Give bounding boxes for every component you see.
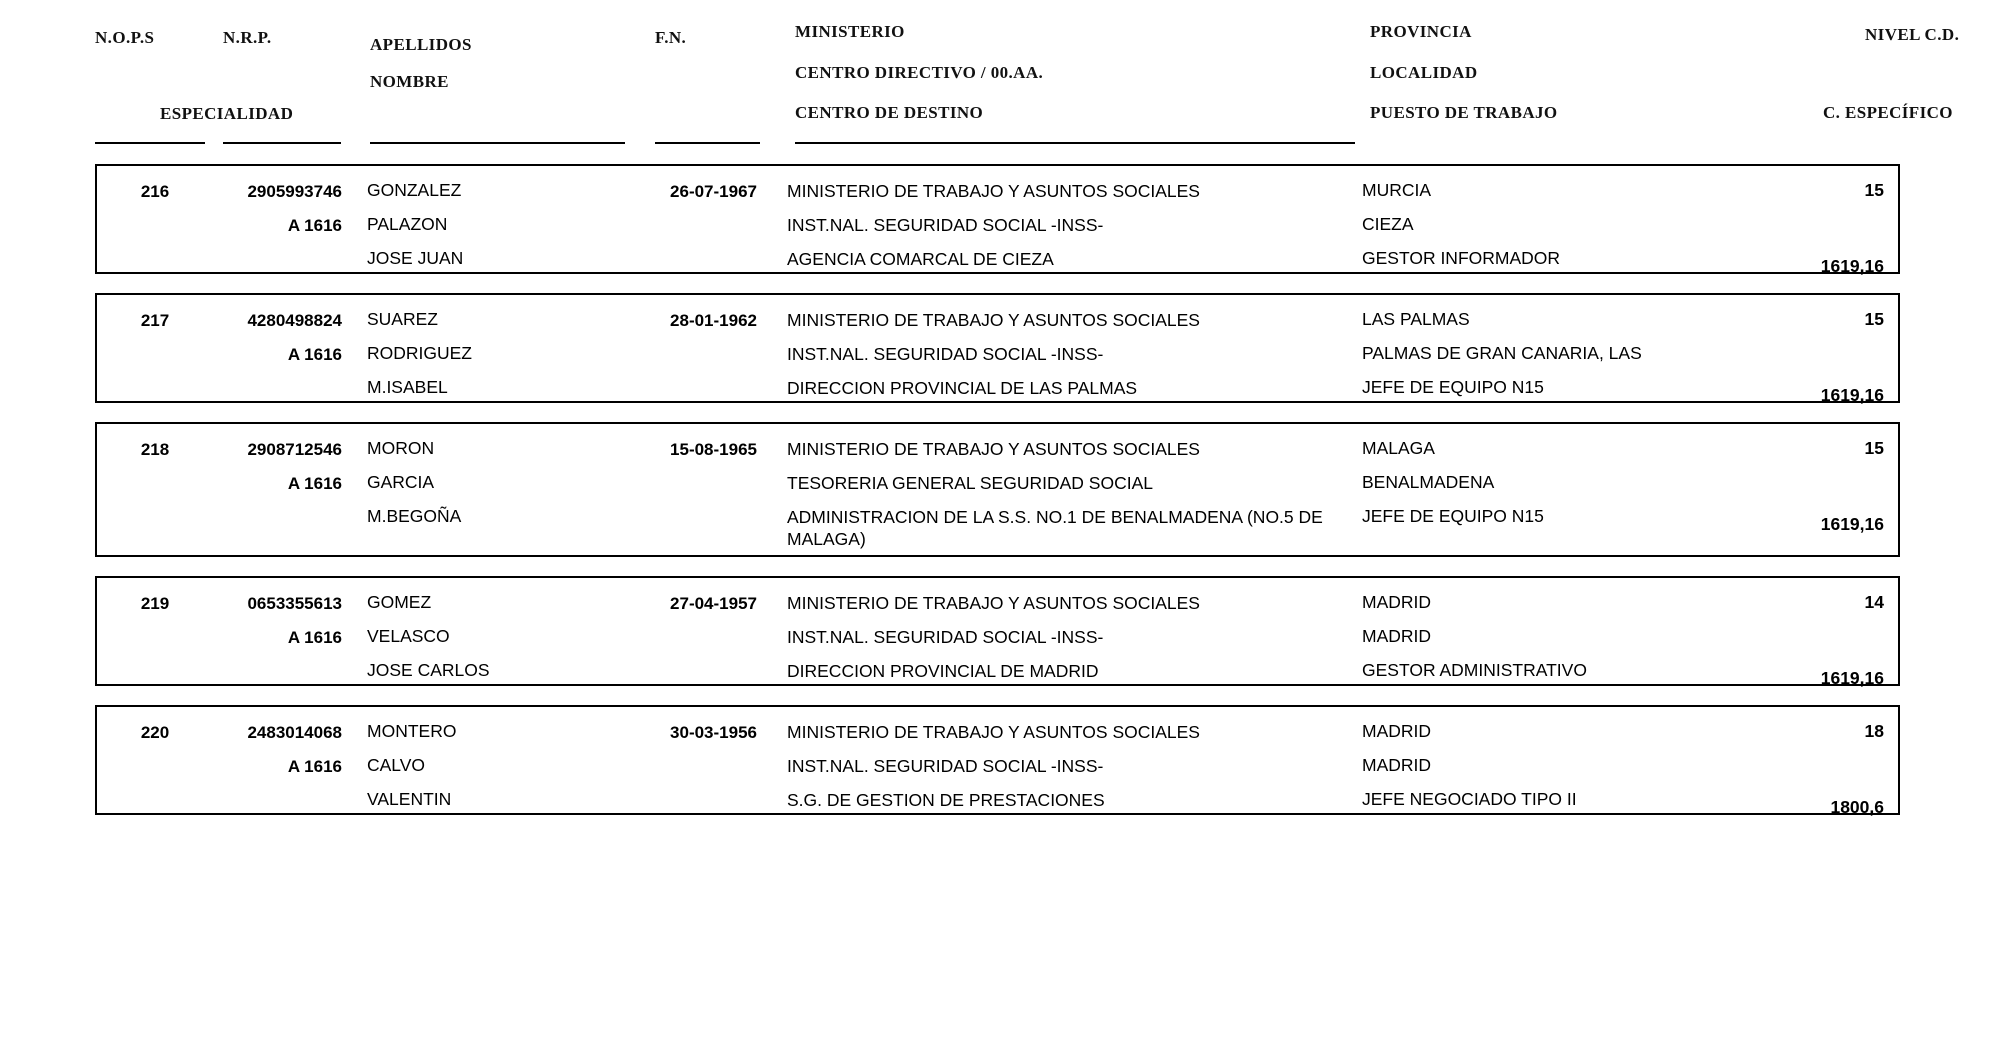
cell-c-especifico: 1619,16 bbox=[1820, 514, 1884, 534]
cell-nivel-cd: 18 bbox=[1864, 721, 1884, 741]
header-c-especifico: C. ESPECÍFICO bbox=[1823, 103, 1953, 122]
cell-nivel-cd: 15 bbox=[1864, 180, 1884, 200]
header-centro-directivo: CENTRO DIRECTIVO / 00.AA. bbox=[795, 63, 1044, 82]
header-rule-apellidos bbox=[370, 142, 625, 144]
cell-ministerio: MINISTERIO DE TRABAJO Y ASUNTOS SOCIALES bbox=[787, 310, 1200, 330]
cell-nivel-cd: 14 bbox=[1864, 592, 1884, 612]
header-puesto-trabajo: PUESTO DE TRABAJO bbox=[1370, 103, 1558, 122]
cell-localidad: MADRID bbox=[1362, 626, 1432, 646]
cell-especialidad: A 1616 bbox=[287, 757, 342, 776]
header-rule-nrp bbox=[223, 142, 341, 144]
cell-puesto-trabajo: JEFE NEGOCIADO TIPO II bbox=[1362, 789, 1577, 809]
cell-ministerio: MINISTERIO DE TRABAJO Y ASUNTOS SOCIALES bbox=[787, 181, 1200, 201]
cell-localidad: MADRID bbox=[1362, 755, 1432, 775]
cell-centro-directivo: INST.NAL. SEGURIDAD SOCIAL -INSS- bbox=[787, 756, 1104, 776]
cell-provincia: MALAGA bbox=[1362, 438, 1435, 458]
cell-nrp: 0653355613 bbox=[247, 594, 342, 613]
cell-ministerio: MINISTERIO DE TRABAJO Y ASUNTOS SOCIALES bbox=[787, 593, 1200, 613]
cell-fn: 30-03-1956 bbox=[670, 723, 757, 742]
cell-localidad: PALMAS DE GRAN CANARIA, LAS bbox=[1362, 343, 1642, 363]
cell-nrp: 2905993746 bbox=[247, 182, 342, 201]
table-row bbox=[95, 422, 1900, 557]
table-header bbox=[95, 0, 1960, 150]
cell-nombre: JOSE CARLOS bbox=[367, 660, 490, 680]
cell-nombre: VALENTIN bbox=[367, 789, 452, 809]
cell-nrp: 4280498824 bbox=[247, 311, 342, 330]
header-especialidad: ESPECIALIDAD bbox=[160, 104, 294, 123]
cell-c-especifico: 1619,16 bbox=[1820, 668, 1884, 688]
cell-c-especifico: 1800,6 bbox=[1830, 797, 1884, 817]
header-fn: F.N. bbox=[655, 28, 687, 47]
cell-nops: 219 bbox=[140, 594, 170, 613]
cell-ministerio: MINISTERIO DE TRABAJO Y ASUNTOS SOCIALES bbox=[787, 439, 1200, 459]
table-row bbox=[95, 705, 1900, 815]
cell-apellido2: GARCIA bbox=[367, 472, 435, 492]
cell-apellido1: MONTERO bbox=[367, 721, 457, 741]
table-row bbox=[95, 293, 1900, 403]
header-nivel-cd: NIVEL C.D. bbox=[1865, 25, 1960, 44]
cell-provincia: MADRID bbox=[1362, 721, 1432, 741]
cell-centro-destino: S.G. DE GESTION DE PRESTACIONES bbox=[787, 790, 1105, 810]
cell-provincia: MURCIA bbox=[1362, 180, 1432, 200]
record-list bbox=[95, 164, 1900, 815]
cell-apellido1: GOMEZ bbox=[367, 592, 432, 612]
header-nops: N.O.P.S bbox=[95, 28, 155, 47]
header-centro-destino: CENTRO DE DESTINO bbox=[795, 103, 984, 122]
cell-centro-directivo: INST.NAL. SEGURIDAD SOCIAL -INSS- bbox=[787, 344, 1104, 364]
cell-especialidad: A 1616 bbox=[287, 474, 342, 493]
header-localidad: LOCALIDAD bbox=[1370, 63, 1478, 82]
cell-centro-destino: DIRECCION PROVINCIAL DE MADRID bbox=[787, 661, 1099, 681]
cell-nops: 220 bbox=[140, 723, 170, 742]
cell-fn: 26-07-1967 bbox=[670, 182, 757, 201]
cell-centro-destino: AGENCIA COMARCAL DE CIEZA bbox=[787, 249, 1054, 269]
cell-centro-directivo: INST.NAL. SEGURIDAD SOCIAL -INSS- bbox=[787, 215, 1104, 235]
cell-puesto-trabajo: JEFE DE EQUIPO N15 bbox=[1362, 377, 1544, 397]
table-row bbox=[95, 164, 1900, 274]
cell-apellido2: PALAZON bbox=[367, 214, 448, 234]
cell-nivel-cd: 15 bbox=[1864, 438, 1884, 458]
cell-apellido2: RODRIGUEZ bbox=[367, 343, 472, 363]
cell-puesto-trabajo: GESTOR ADMINISTRATIVO bbox=[1362, 660, 1587, 680]
header-provincia: PROVINCIA bbox=[1370, 22, 1472, 41]
cell-ministerio: MINISTERIO DE TRABAJO Y ASUNTOS SOCIALES bbox=[787, 722, 1200, 742]
cell-localidad: CIEZA bbox=[1362, 214, 1414, 234]
cell-apellido1: MORON bbox=[367, 438, 435, 458]
cell-centro-destino: DIRECCION PROVINCIAL DE LAS PALMAS bbox=[787, 378, 1138, 398]
cell-nops: 216 bbox=[140, 182, 170, 201]
cell-provincia: LAS PALMAS bbox=[1362, 309, 1470, 329]
cell-nombre: M.BEGOÑA bbox=[367, 506, 462, 526]
header-ministerio: MINISTERIO bbox=[795, 22, 905, 41]
cell-especialidad: A 1616 bbox=[287, 345, 342, 364]
cell-nivel-cd: 15 bbox=[1864, 309, 1884, 329]
cell-apellido2: VELASCO bbox=[367, 626, 450, 646]
cell-nrp: 2908712546 bbox=[247, 440, 342, 459]
cell-puesto-trabajo: JEFE DE EQUIPO N15 bbox=[1362, 506, 1544, 526]
cell-nombre: JOSE JUAN bbox=[367, 248, 464, 268]
cell-centro-directivo: TESORERIA GENERAL SEGURIDAD SOCIAL bbox=[787, 473, 1153, 493]
cell-c-especifico: 1619,16 bbox=[1820, 385, 1884, 405]
cell-c-especifico: 1619,16 bbox=[1820, 256, 1884, 276]
cell-nops: 218 bbox=[140, 440, 170, 459]
cell-puesto-trabajo: GESTOR INFORMADOR bbox=[1362, 248, 1561, 268]
cell-apellido1: GONZALEZ bbox=[367, 180, 462, 200]
cell-provincia: MADRID bbox=[1362, 592, 1432, 612]
header-rule-ministerio bbox=[795, 142, 1355, 144]
header-apellidos: APELLIDOS bbox=[370, 35, 472, 54]
cell-especialidad: A 1616 bbox=[287, 628, 342, 647]
cell-fn: 15-08-1965 bbox=[670, 440, 757, 459]
header-rule-nops bbox=[95, 142, 205, 144]
cell-apellido1: SUAREZ bbox=[367, 309, 438, 329]
table-row bbox=[95, 576, 1900, 686]
cell-especialidad: A 1616 bbox=[287, 216, 342, 235]
cell-fn: 28-01-1962 bbox=[670, 311, 757, 330]
header-nombre: NOMBRE bbox=[370, 72, 449, 91]
header-rule-fn bbox=[655, 142, 760, 144]
cell-centro-directivo: INST.NAL. SEGURIDAD SOCIAL -INSS- bbox=[787, 627, 1104, 647]
cell-nops: 217 bbox=[140, 311, 170, 330]
cell-centro-destino: ADMINISTRACION DE LA S.S. NO.1 DE BENALMADENA (NO.5 DE MALAGA) bbox=[787, 507, 1323, 550]
cell-nombre: M.ISABEL bbox=[367, 377, 448, 397]
cell-nrp: 2483014068 bbox=[247, 723, 342, 742]
cell-localidad: BENALMADENA bbox=[1362, 472, 1495, 492]
cell-fn: 27-04-1957 bbox=[670, 594, 757, 613]
cell-apellido2: CALVO bbox=[367, 755, 426, 775]
header-nrp: N.R.P. bbox=[223, 28, 272, 47]
